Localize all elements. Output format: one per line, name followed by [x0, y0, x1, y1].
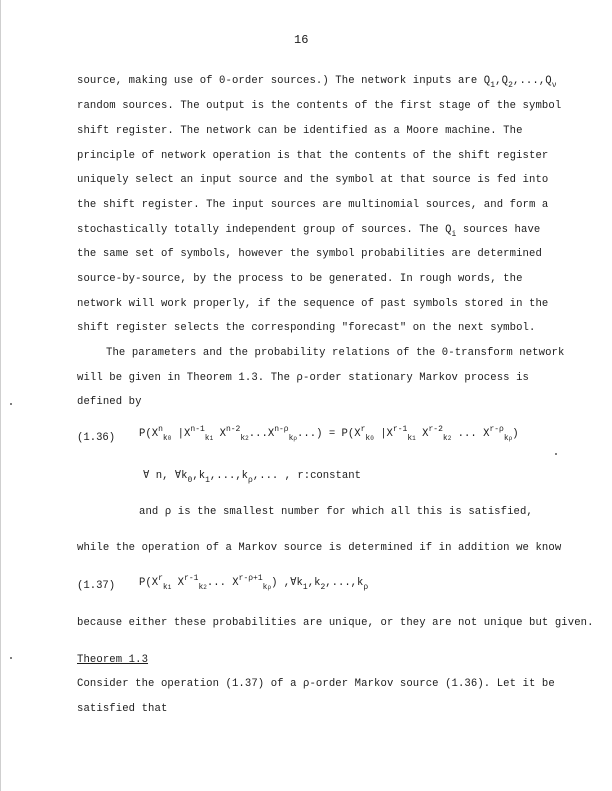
text-line-13: will be given in Theorem 1.3. The ρ-order stationary Markov process is	[77, 372, 530, 384]
equation-label-1-36: (1.36)	[77, 432, 116, 444]
equation-1-36: $P(X^n_{k0}$ $|X^{n-1}_{k1}$ $X^{n-2}_{k2}...X^{n-\rho}_{k\rho}...) = P(X^r_{k0}$ $|X^{r-1}_{k1}$ $X^{r-2}_{k2}$ ... $X^{r-\rho}_{k\rho}$)	[139, 425, 519, 443]
text-line-4: principle of network operation is that the contents of the shift register	[77, 150, 549, 162]
page-number: 16	[294, 33, 309, 47]
scan-speck	[555, 453, 557, 455]
while-line: while the operation of a Markov source is determined if in addition we know	[77, 542, 562, 554]
smallest-number-line: and ρ is the smallest number for which all this is satisfied,	[139, 506, 533, 518]
text-line-11: shift register selects the corresponding "forecast" on the next symbol.	[77, 322, 536, 334]
scan-speck	[10, 657, 12, 659]
because-line: because either these probabilities are unique, or they are not unique but given.	[77, 617, 594, 629]
text-line-14: defined by	[77, 396, 142, 408]
text-line-3: shift register. The network can be identified as a Moore machine. The	[77, 125, 523, 137]
text-line-6: the shift register. The input sources are multinomial sources, and form a	[77, 199, 549, 211]
equation-label-1-37: (1.37)	[77, 580, 116, 592]
text-line-5: uniquely select an input source and the symbol at that source is fed into	[77, 174, 549, 186]
text-line-2: random sources. The output is the contents of the first stage of the symbol	[77, 100, 562, 112]
equation-1-37: $P(X^r_{k1}$ $X^{r-1}_{k2}$... $X^{r-\rho+1}_{k\rho}$) $,\forall k_1,k_2,...,k_\rho$	[139, 574, 369, 592]
scan-edge	[0, 0, 1, 791]
text-line-9: source-by-source, by the process to be generated. In rough words, the	[77, 273, 523, 285]
equation-1-36-condition: ∀ n, $\forall k_0,k_1,...,k_\rho$,... , r:constant	[143, 470, 361, 485]
text-line-7: stochastically totally independent group of sources. The $Q_i$ sources have	[77, 224, 541, 239]
scan-speck	[10, 403, 12, 405]
theorem-line-1: Consider the operation (1.37) of a ρ-order Markov source (1.36). Let it be	[77, 678, 555, 690]
text-line-10: network will work properly, if the sequence of past symbols stored in the	[77, 298, 549, 310]
text-line-8: the same set of symbols, however the symbol probabilities are determined	[77, 248, 542, 260]
theorem-line-2: satisfied that	[77, 703, 168, 715]
text-line-1: source, making use of 0-order sources.) The network inputs are $Q_1,Q_2,...,Q_\nu$	[77, 75, 557, 90]
theorem-heading: Theorem 1.3	[77, 654, 149, 666]
text-line-12: The parameters and the probability relations of the 0-transform network	[106, 347, 565, 359]
